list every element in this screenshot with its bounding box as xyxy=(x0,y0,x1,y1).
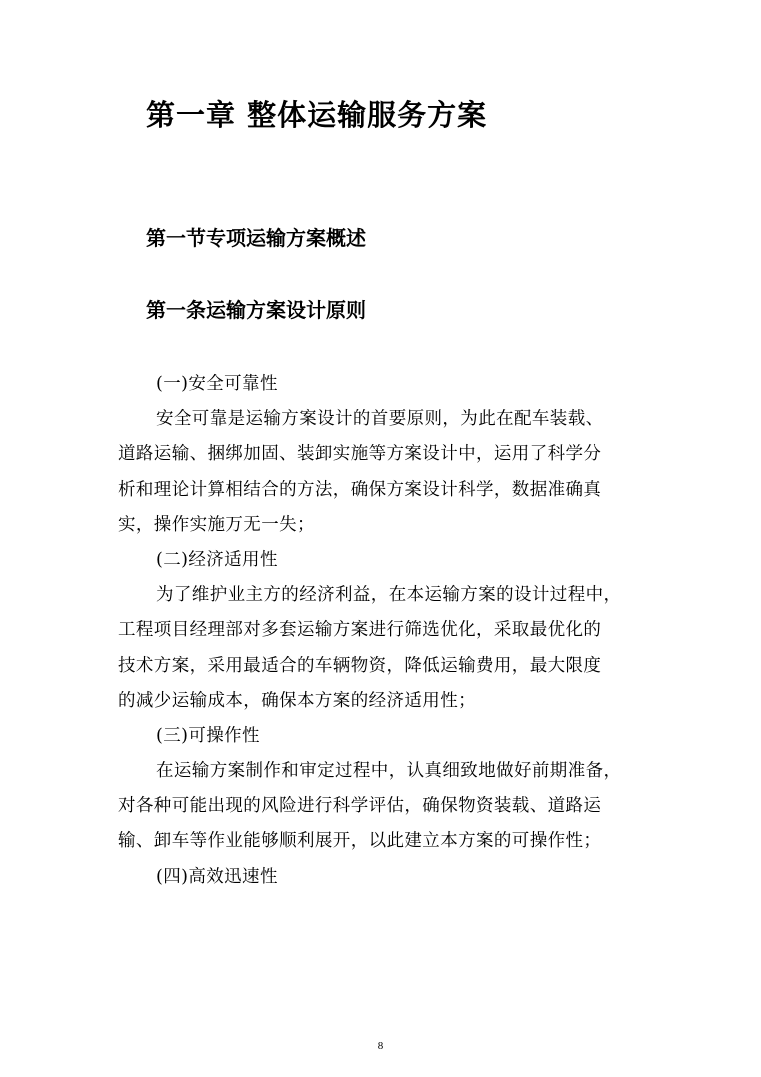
paragraph-line: 为了维护业主方的经济利益，在本运输方案的设计过程中， xyxy=(156,585,622,606)
section-title: 第一节专项运输方案概述 xyxy=(146,226,366,250)
page-number: 8 xyxy=(377,1040,384,1052)
paragraph-line: 工程项目经理部对多套运输方案进行筛选优化，采取最优化的 xyxy=(118,620,602,641)
paragraph-line: 道路运输、捆绑加固、装卸实施等方案设计中，运用了科学分 xyxy=(118,444,602,465)
paragraph-line: 的减少运输成本，确保本方案的经济适用性； xyxy=(118,690,476,711)
paragraph-line: 对各种可能出现的风险进行科学评估，确保物资装载、道路运 xyxy=(118,796,602,817)
subheading-economy: (二)经济适用性 xyxy=(156,549,278,570)
paragraph-line: 实，操作实施万无一失； xyxy=(118,514,315,535)
paragraph-line: 输、卸车等作业能够顺利展开，以此建立本方案的可操作性； xyxy=(118,831,602,852)
body-text xyxy=(118,367,638,895)
article-title: 第一条运输方案设计原则 xyxy=(146,298,366,322)
subheading-efficiency: (四)高效迅速性 xyxy=(156,866,278,887)
paragraph-line: 技术方案，采用最适合的车辆物资，降低运输费用，最大限度 xyxy=(118,655,602,676)
subheading-safety: (一)安全可靠性 xyxy=(156,374,278,394)
chapter-title: 第一章 整体运输服务方案 xyxy=(146,98,488,132)
paragraph-line: 析和理论计算相结合的方法，确保方案设计科学，数据准确真 xyxy=(118,479,602,500)
subheading-operability: (三)可操作性 xyxy=(156,725,260,746)
paragraph-line: 安全可靠是运输方案设计的首要原则，为此在配车装载、 xyxy=(156,409,604,430)
paragraph-line: 在运输方案制作和审定过程中，认真细致地做好前期准备， xyxy=(156,761,622,782)
